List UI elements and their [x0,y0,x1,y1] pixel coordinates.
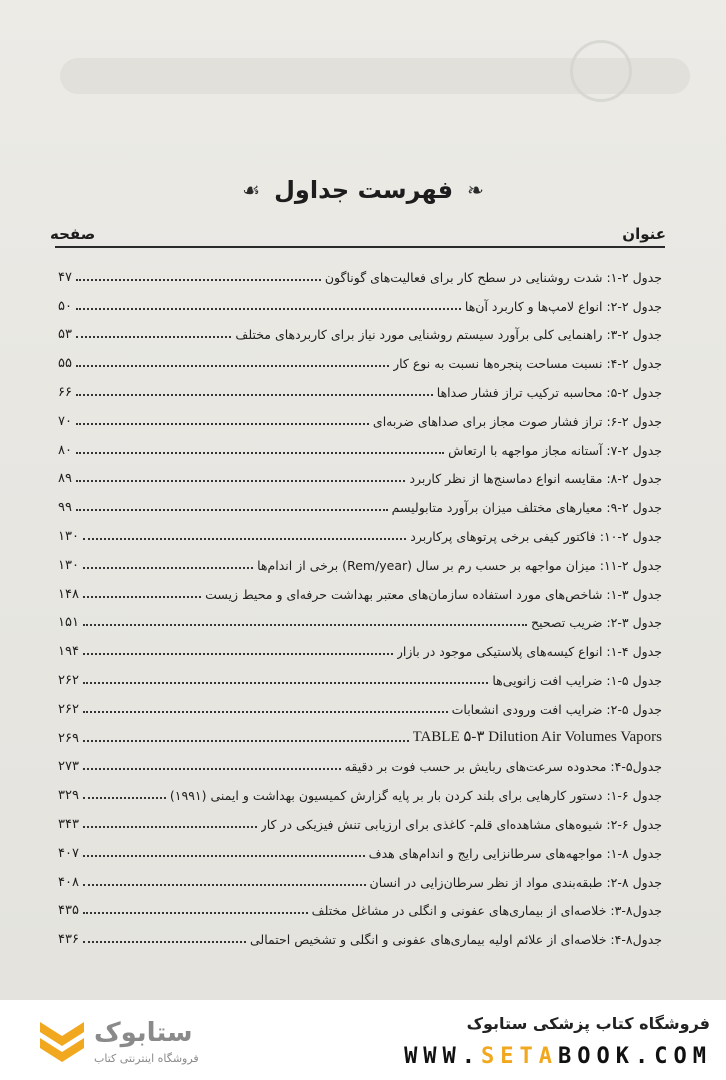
toc-entry-page: ۶۶ [58,384,72,400]
website-prefix: WWW. [404,1044,482,1069]
ornament-right-icon: ❧ [467,178,484,202]
toc-entry-page: ۳۲۹ [58,788,79,804]
leader-dots [83,653,393,655]
toc-entry-page: ۲۶۲ [58,701,79,717]
leader-dots [83,768,341,770]
leader-dots [83,912,308,914]
logo-subtitle: فروشگاه اینترنتی کتاب [94,1052,199,1065]
column-title-label: عنوان [622,225,666,243]
leader-dots [76,279,321,281]
toc-entry-page: ۲۶۲ [58,672,79,688]
toc-entry-page: ۴۰۷ [58,845,79,861]
toc-entry-label: جدول ۸-۲: طبقه‌بندی مواد از نظر سرطان‌زایی در انسان [369,874,662,890]
toc-entry-page: ۴۰۸ [58,874,79,890]
toc-entry-page: ۴۷ [58,269,72,285]
toc-entry-label: جدول ۳-۲: ضریب تصحیح [531,615,662,631]
toc-entry-label: جدول ۲-۹: معیارهای مختلف میزان برآورد متابولیسم [391,500,662,516]
header-ornament [570,40,632,102]
toc-entry-label: جدول ۲-۱۱: میزان مواجهه بر حسب رم بر سال (Rem/year) برخی از اندام‌ها [257,557,662,573]
toc-entry-label: جدول ۵-۲: ضرایب افت ورودی انشعابات [451,701,662,717]
leader-dots [83,538,406,540]
toc-entry-label: جدول ۲-۱: شدت روشنایی در سطح کار برای فعالیت‌های گوناگون [324,269,662,285]
toc-entry-page: ۱۳۰ [58,528,79,544]
leader-dots [83,797,166,799]
toc-entry-page: ۴۳۵ [58,903,79,919]
leader-dots [76,394,433,396]
toc-entry [58,688,662,717]
toc-entry [58,285,662,314]
toc-entry [58,515,662,544]
toc-entry [58,486,662,515]
toc-entry-page: ۵۵ [58,356,72,372]
toc-entry-label: جدول ۴-۱: انواع کیسه‌های پلاستیکی موجود در بازار [396,644,662,660]
leader-dots [83,624,527,626]
leader-dots [76,423,369,425]
leader-dots [76,365,389,367]
toc-entry-label: جدول ۶-۱: دستور کارهایی برای بلند کردن بار بر پایه گزارش کمیسیون بهداشت و ایمنی (۱۹۹۱) [169,788,662,804]
toc-entry-label: جدول ۸-۱: مواجهه‌های سرطانزایی رایج و اندام‌های هدف [368,845,662,861]
toc-entry-label: جدول۸-۴: خلاصه‌ای از علائم اولیه بیماری‌های عفونی و انگلی و تشخیص احتمالی [250,932,662,948]
toc-entry-label: جدول ۲-۴: نسبت مساحت پنجره‌ها نسبت به نوع کار [393,356,662,372]
leader-dots [83,596,201,598]
toc-entry-label: جدول ۳-۱: شاخص‌های مورد استفاده سازمان‌های معتبر بهداشت حرفه‌ای و محیط زیست [205,586,662,602]
toc-entry-page: ۱۳۰ [58,557,79,573]
toc-entry-label: TABLE ۵-۳ Dilution Air Volumes Vapors [412,728,662,745]
leader-dots [83,682,488,684]
table-of-contents-list [58,256,662,947]
toc-entry [58,256,662,285]
toc-entry-page: ۴۳۶ [58,932,79,948]
leader-dots [83,941,246,943]
leader-dots [83,711,448,713]
toc-entry [58,342,662,371]
toc-entry [58,371,662,400]
toc-entry-label: جدول ۲-۸: مقایسه انواع دماسنج‌ها از نظر کاربرد [409,471,662,487]
leader-dots [76,452,444,454]
leader-dots [76,336,231,338]
watermark-footer [0,1000,726,1080]
toc-entry [58,544,662,573]
toc-entry-page: ۹۹ [58,500,72,516]
toc-entry-label: جدول ۲-۵: محاسبه ترکیب تراز فشار صداها [436,384,662,400]
toc-entry [58,890,662,919]
website-brand: SETA [481,1044,559,1069]
toc-entry-page: ۸۹ [58,471,72,487]
leader-dots [76,509,388,511]
leader-dots [83,740,409,742]
toc-entry-label: جدول۸-۳: خلاصه‌ای از بیماری‌های عفونی و انگلی در مشاغل مختلف [311,903,662,919]
toc-entry-label: جدول ۶-۲: شیوه‌های مشاهده‌ای قلم- کاغذی برای ارزیابی تنش فیزیکی در کار [260,816,662,832]
toc-entry-page: ۲۶۹ [58,730,79,746]
toc-entry-page: ۱۴۸ [58,586,79,602]
website-suffix: BOOK.COM [558,1044,712,1069]
toc-entry [58,400,662,429]
ornament-left-icon: ☙ [242,178,261,202]
toc-entry [58,832,662,861]
leader-dots [83,855,365,857]
column-header [50,215,666,243]
leader-dots [83,567,253,569]
toc-entry [58,458,662,487]
toc-entry-page: ۵۳ [58,327,72,343]
toc-entry-label: جدول ۲-۲: انواع لامپ‌ها و کاربرد آن‌ها [464,298,662,314]
toc-entry-page: ۳۴۳ [58,816,79,832]
logo-name: ستابوک [94,1018,193,1048]
toc-entry [58,774,662,803]
toc-entry-page: ۱۵۱ [58,615,79,631]
toc-entry [58,918,662,947]
toc-entry-page: ۱۹۴ [58,644,79,660]
logo-chevron-icon [34,1012,90,1068]
title-row [0,168,726,212]
toc-entry [58,429,662,458]
leader-dots [83,884,366,886]
toc-entry [58,314,662,343]
store-logo[interactable] [34,1012,284,1072]
toc-entry [58,803,662,832]
toc-entry [58,746,662,775]
website-link[interactable] [404,1044,712,1069]
toc-entry [58,861,662,890]
toc-entry-page: ۲۷۳ [58,759,79,775]
toc-entry-label: جدول ۲-۷: آستانه مجاز مواجهه با ارتعاش [448,442,662,458]
toc-entry-label: جدول۵-۴: محدوده سرعت‌های ربایش بر حسب فوت بر دقیقه [344,759,662,775]
toc-entry [58,659,662,688]
toc-entry-page: ۸۰ [58,442,72,458]
toc-entry-label: جدول ۲-۱۰: فاکتور کیفی برخی پرتوهای پرکاربرد [410,528,662,544]
leader-dots [76,480,405,482]
toc-entry-label: جدول ۲-۳: راهنمایی کلی برآورد سیستم روشنایی مورد نیاز برای کاربردهای مختلف [235,327,662,343]
toc-entry-label: جدول ۲-۶: تراز فشار صوت مجاز برای صداهای ضربه‌ای [372,413,662,429]
page-title: فهرست جداول [274,176,454,204]
toc-entry-page: ۷۰ [58,413,72,429]
store-name: فروشگاه کتاب پزشکی ستابوک [466,1014,710,1033]
toc-entry-label: جدول ۵-۱: ضرایب افت زانویی‌ها [492,672,662,688]
toc-entry [58,602,662,631]
toc-entry-page: ۵۰ [58,298,72,314]
leader-dots [83,826,257,828]
toc-entry [58,630,662,659]
header-rule [55,246,665,248]
leader-dots [76,308,461,310]
toc-entry [58,717,662,746]
column-page-label: صفحه [50,225,96,243]
toc-entry [58,573,662,602]
